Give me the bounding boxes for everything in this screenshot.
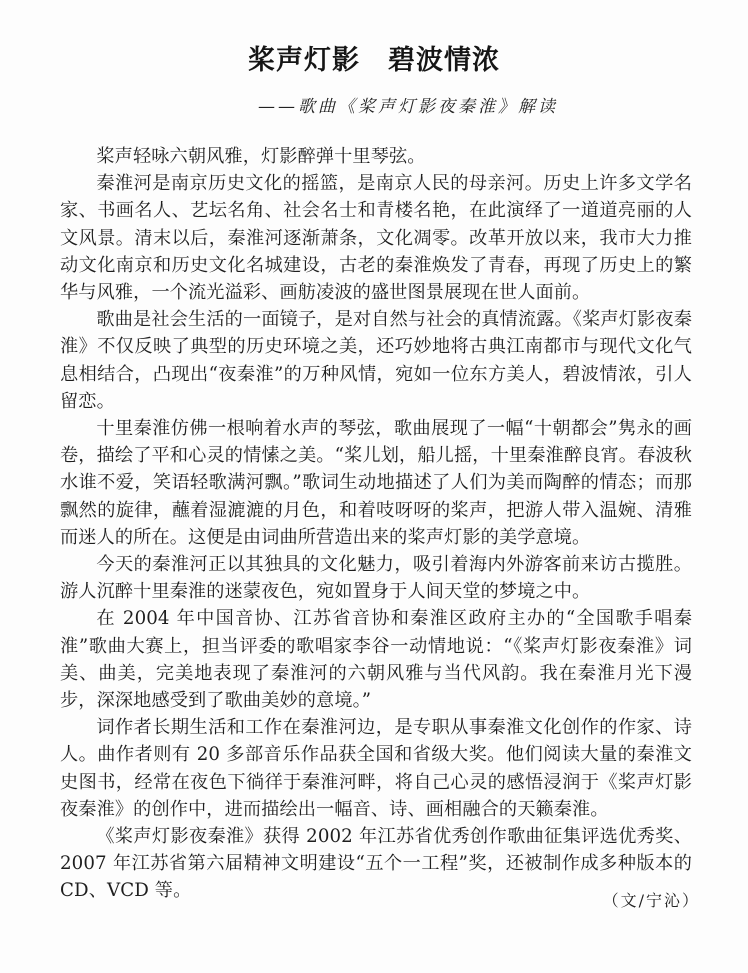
paragraph-5: 今天的秦淮河正以其独具的文化魅力，吸引着海内外游客前来访古揽胜。游人沉醉十里秦淮的迷蒙夜色，宛如置身于人间天堂的梦境之中。 bbox=[60, 554, 692, 603]
paragraph-8: 《桨声灯影夜秦淮》获得 2002 年江苏省优秀创作歌曲征集评选优秀奖、2007 年江苏省第六届精神文明建设“五个一工程”奖，还被制作成多种版本的 CD、VCD 等。 bbox=[60, 826, 692, 902]
article-body bbox=[60, 143, 692, 905]
title-part-1: 桨声灯影 bbox=[248, 45, 360, 76]
paragraph-3: 歌曲是社会生活的一面镜子，是对自然与社会的真情流露。《桨声灯影夜秦淮》不仅反映了典型的历史环境之美，还巧妙地将古典江南都市与现代文化气息相结合，凸现出“夜秦淮”的万种风情，宛如一位东方美人，碧波情浓，引人留恋。 bbox=[60, 309, 692, 412]
paragraph-2: 秦淮河是南京历史文化的摇篮，是南京人民的母亲河。历史上许多文学名家、书画名人、艺坛名角、社会名士和青楼名艳，在此演绎了一道道亮丽的人文风景。清末以后，秦淮河逐渐萧条，文化凋零。改革开放以来，我市大力推动文化南京和历史文化名城建设，古老的秦淮焕发了青春，再现了历史上的繁华与风雅，一个流光溢彩、画舫凌波的盛世图景展现在世人面前。 bbox=[60, 173, 692, 304]
paragraph-4: 十里秦淮仿佛一根响着水声的琴弦，歌曲展现了一幅“十朝都会”隽永的画卷，描绘了平和心灵的情愫之美。“桨儿划，船儿摇，十里秦淮醉良宵。春波秋水谁不爱，笑语轻歌满河飘。”歌词生动地描述了人们为美而陶醉的情态；而那飘然的旋律，蘸着湿漉漉的月色，和着吱呀呀的桨声，把游人带入温婉、清雅而迷人的所在。这便是由词曲所营造出来的桨声灯影的美学意境。 bbox=[60, 418, 692, 548]
article-subtitle: ——歌曲《桨声灯影夜秦淮》解读 bbox=[258, 97, 558, 117]
title-part-2: 碧波情浓 bbox=[388, 45, 500, 76]
paragraph-6: 在 2004 年中国音协、江苏省音协和秦淮区政府主办的“全国歌手唱秦淮”歌曲大赛上，担当评委的歌唱家李谷一动情地说：“《桨声灯影夜秦淮》词美、曲美，完美地表现了秦淮河的六朝风雅与当代风韵。我在秦淮月光下漫步，深深地感受到了歌曲美妙的意境。” bbox=[60, 608, 692, 712]
paragraph-1: 桨声轻咏六朝风雅，灯影醉弹十里琴弦。 bbox=[96, 146, 426, 167]
article-title bbox=[0, 38, 748, 77]
author-signature: （文/宁沁） bbox=[602, 891, 700, 910]
paragraph-7: 词作者长期生活和工作在秦淮河边，是专职从事秦淮文化创作的作家、诗人。曲作者则有 20 多部音乐作品获全国和省级大奖。他们阅读大量的秦淮文史图书，经常在夜色下徜徉于秦淮河畔，将自己心灵的感悟浸润于《桨声灯影夜秦淮》的创作中，进而描绘出一幅音、诗、画相融合的天籁秦淮。 bbox=[60, 717, 692, 820]
